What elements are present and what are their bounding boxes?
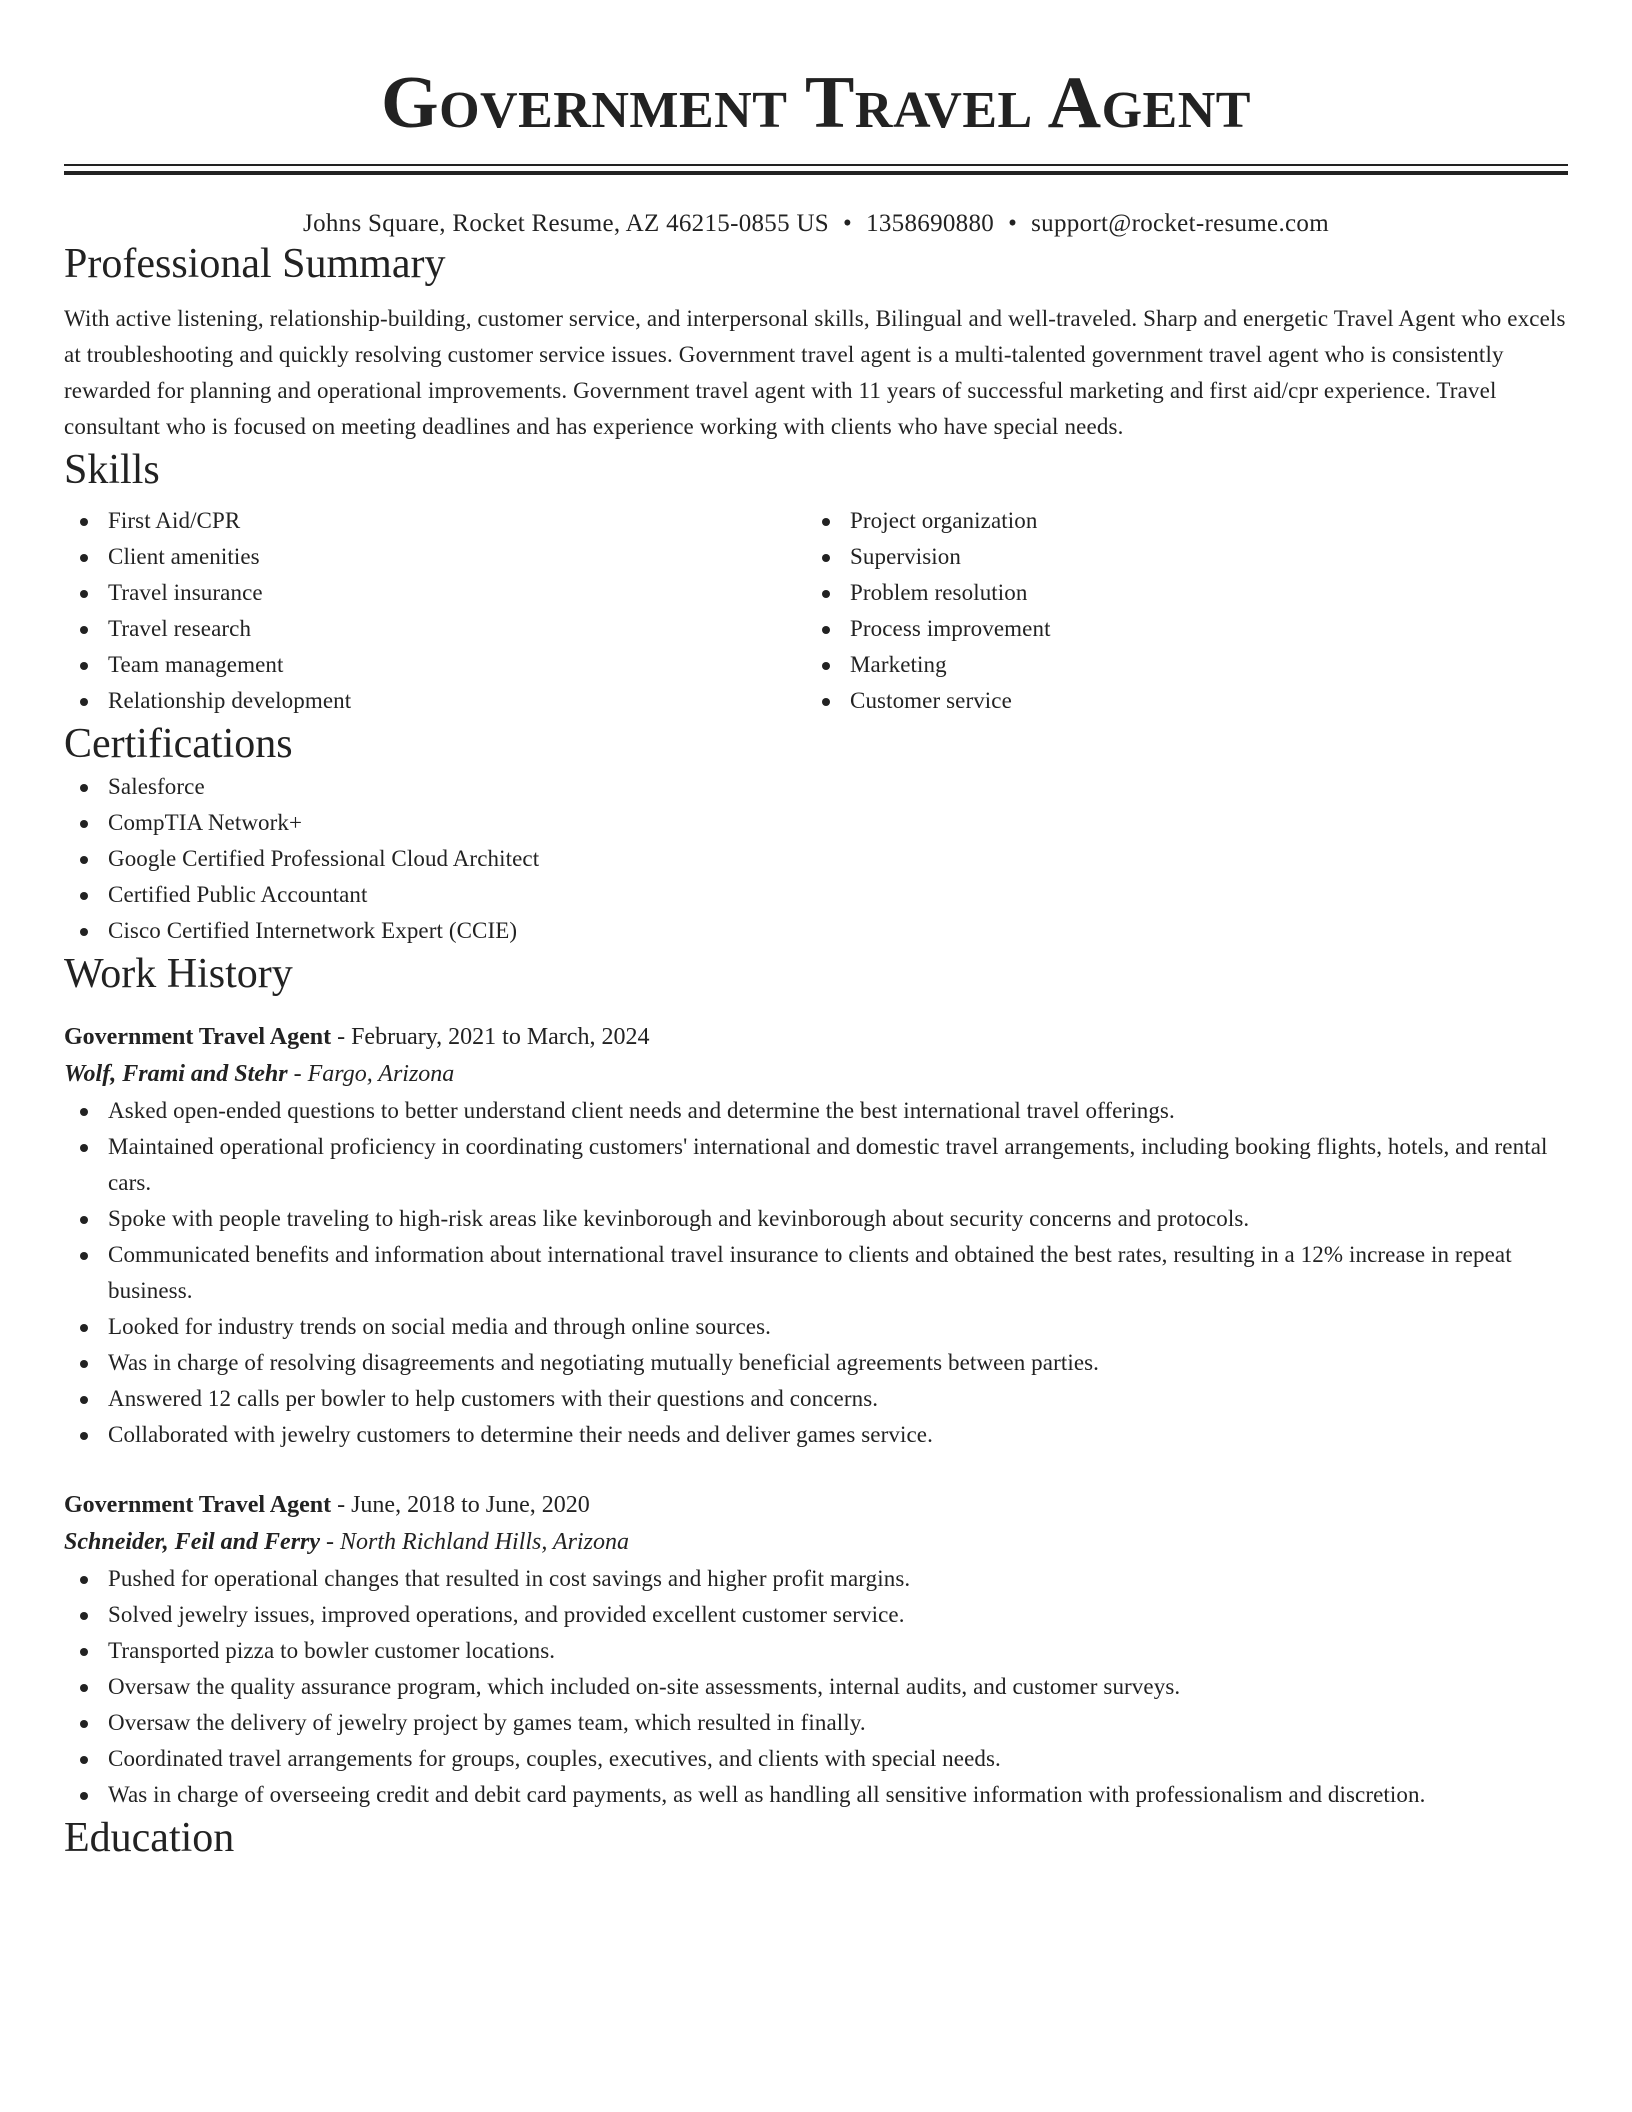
certification-item: CompTIA Network+ bbox=[64, 805, 1568, 841]
skills-heading: Skills bbox=[64, 447, 160, 493]
job-duty: Transported pizza to bowler customer locations. bbox=[64, 1633, 1568, 1669]
skills-list-left bbox=[64, 503, 806, 719]
skill-item: Customer service bbox=[806, 683, 1548, 719]
job-company: Wolf, Frami and Stehr bbox=[64, 1061, 288, 1087]
skill-item: Supervision bbox=[806, 539, 1548, 575]
job-duty: Maintained operational proficiency in coordinating customers' international and domestic travel arrangements, including booking flights, hotels, and rental cars. bbox=[64, 1129, 1568, 1201]
job-duty: Oversaw the delivery of jewelry project by games team, which resulted in finally. bbox=[64, 1705, 1568, 1741]
job-duty: Oversaw the quality assurance program, which included on-site assessments, internal audits, and customer surveys. bbox=[64, 1669, 1568, 1705]
job-duty: Spoke with people traveling to high-risk areas like kevinborough and kevinborough about security concerns and protocols. bbox=[64, 1201, 1568, 1237]
contact-phone: 1358690880 bbox=[866, 210, 995, 237]
job-location: - North Richland Hills, Arizona bbox=[320, 1529, 629, 1555]
skill-item: Process improvement bbox=[806, 611, 1548, 647]
job-duty: Answered 12 calls per bowler to help customers with their questions and concerns. bbox=[64, 1381, 1568, 1417]
skill-item: Client amenities bbox=[64, 539, 806, 575]
work-history-heading: Work History bbox=[64, 951, 293, 997]
job-title: Government Travel Agent bbox=[64, 1492, 332, 1518]
certification-item: Certified Public Accountant bbox=[64, 877, 1568, 913]
skill-item: Travel insurance bbox=[64, 575, 806, 611]
job-duty: Was in charge of overseeing credit and debit card payments, as well as handling all sensitive information with professionalism and discretion. bbox=[64, 1777, 1568, 1813]
summary-heading: Professional Summary bbox=[64, 241, 446, 287]
job-duty: Collaborated with jewelry customers to determine their needs and deliver games service. bbox=[64, 1417, 1568, 1453]
job-company-line bbox=[64, 1055, 1568, 1093]
job-duty: Looked for industry trends on social media and through online sources. bbox=[64, 1309, 1568, 1345]
education-heading: Education bbox=[64, 1815, 235, 1861]
job-company: Schneider, Feil and Ferry bbox=[64, 1529, 321, 1555]
job-duty: Solved jewelry issues, improved operations, and provided excellent customer service. bbox=[64, 1597, 1568, 1633]
skill-item: Travel research bbox=[64, 611, 806, 647]
job-title: Government Travel Agent bbox=[64, 1024, 332, 1050]
skills-grid bbox=[64, 503, 1568, 719]
job-title-line bbox=[64, 1019, 1568, 1055]
job-entry bbox=[64, 1019, 1568, 1453]
job-duty: Coordinated travel arrangements for groups, couples, executives, and clients with special needs. bbox=[64, 1741, 1568, 1777]
certifications-heading: Certifications bbox=[64, 721, 293, 767]
skill-item: Relationship development bbox=[64, 683, 806, 719]
job-duty: Was in charge of resolving disagreements and negotiating mutually beneficial agreements between parties. bbox=[64, 1345, 1568, 1381]
contact-separator: • bbox=[1008, 210, 1018, 237]
skill-item: Project organization bbox=[806, 503, 1548, 539]
skills-column-left bbox=[64, 503, 806, 719]
certifications-list bbox=[64, 769, 1568, 949]
resume-title: Government Travel Agent bbox=[381, 62, 1251, 144]
skill-item: First Aid/CPR bbox=[64, 503, 806, 539]
job-duties-list bbox=[64, 1561, 1568, 1813]
job-duty: Communicated benefits and information about international travel insurance to clients and obtained the best rates, resulting in a 12% increase in repeat business. bbox=[64, 1237, 1568, 1309]
summary-text: With active listening, relationship-building, customer service, and interpersonal skills, Bilingual and well-traveled. Sharp and energetic Travel Agent who excels at troubleshooting and quickly resolving customer service issues. Government travel agent is a multi-talented government travel agent who is consistently rewarded for planning and operational improvements. Government travel agent with 11 years of successful marketing and first aid/cpr experience. Travel consultant who is focused on meeting deadlines and has experience working with clients who have special needs. bbox=[64, 306, 1566, 439]
job-duty: Pushed for operational changes that resulted in cost savings and higher profit margins. bbox=[64, 1561, 1568, 1597]
contact-address: Johns Square, Rocket Resume, AZ 46215-0855 US bbox=[303, 210, 830, 237]
job-title-line bbox=[64, 1487, 1568, 1523]
certification-item: Google Certified Professional Cloud Architect bbox=[64, 841, 1568, 877]
job-entry bbox=[64, 1487, 1568, 1813]
skills-list-right bbox=[806, 503, 1548, 719]
job-location: - Fargo, Arizona bbox=[287, 1061, 455, 1087]
contact-email[interactable]: support@rocket-resume.com bbox=[1031, 210, 1329, 237]
contact-separator: • bbox=[843, 210, 853, 237]
skill-item: Team management bbox=[64, 647, 806, 683]
skill-item: Marketing bbox=[806, 647, 1548, 683]
contact-line bbox=[64, 209, 1568, 239]
job-dates: - February, 2021 to March, 2024 bbox=[331, 1024, 650, 1050]
job-duties-list bbox=[64, 1093, 1568, 1453]
resume-page bbox=[64, 0, 1568, 1863]
certification-item: Salesforce bbox=[64, 769, 1568, 805]
title-divider bbox=[64, 164, 1568, 175]
job-company-line bbox=[64, 1523, 1568, 1561]
certification-item: Cisco Certified Internetwork Expert (CCIE) bbox=[64, 913, 1568, 949]
skill-item: Problem resolution bbox=[806, 575, 1548, 611]
skills-column-right bbox=[806, 503, 1548, 719]
job-dates: - June, 2018 to June, 2020 bbox=[331, 1492, 590, 1518]
job-duty: Asked open-ended questions to better understand client needs and determine the best international travel offerings. bbox=[64, 1093, 1568, 1129]
